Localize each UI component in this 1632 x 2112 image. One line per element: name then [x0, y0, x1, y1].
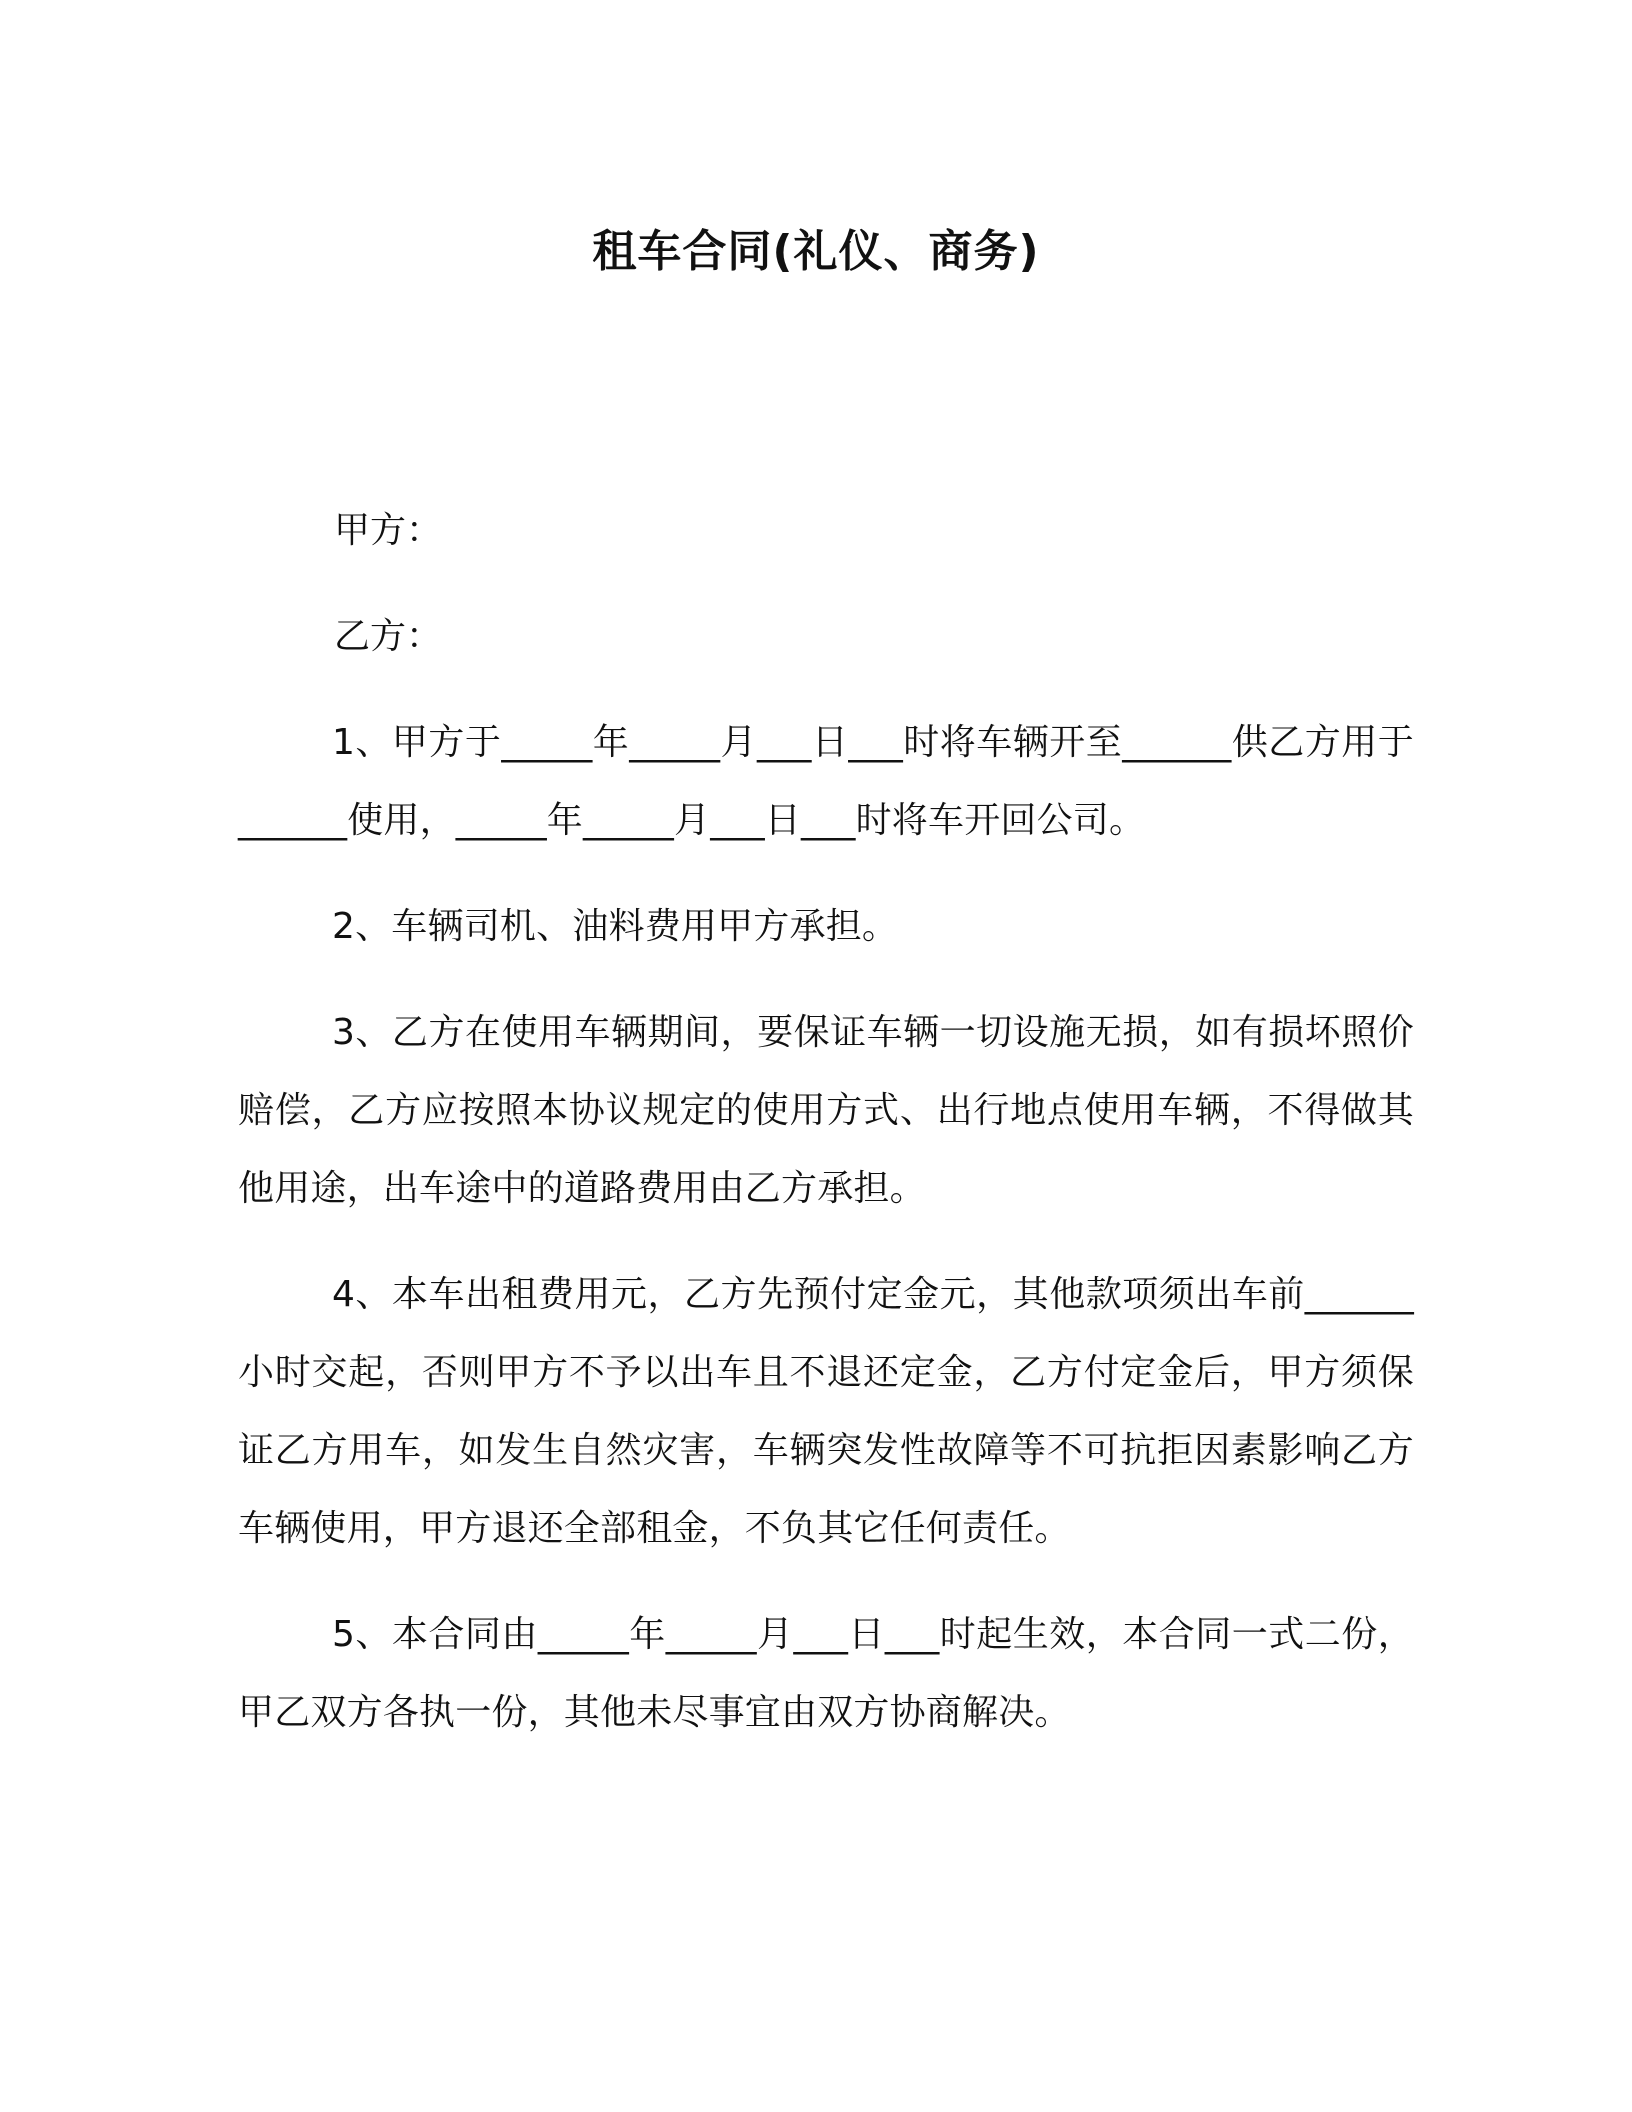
clause-2: 2、车辆司机、油料费用甲方承担。 [332, 906, 899, 947]
clause-5: 5、本合同由_____年_____月___日___时起生效，本合同一式二份，甲乙双方各执一份，其他未尽事宜由双方协商解决。 [238, 1614, 1414, 1733]
clause-4: 4、本车出租费用元，乙方先预付定金元，其他款项须出车前______小时交起，否则甲方不予以出车且不退还定金，乙方付定金后，甲方须保证乙方用车，如发生自然灾害，车辆突发性故障等不可抗拒因素影响乙方车辆使用，甲方退还全部租金，不负其它任何责任。 [238, 1274, 1414, 1549]
party-a-label: 甲方： [334, 510, 443, 551]
clause-1: 1、甲方于_____年_____月___日___时将车辆开至______供乙方用于______使用，_____年_____月___日___时将车开回公司。 [238, 722, 1414, 841]
contract-body [238, 492, 1414, 1780]
party-b-label: 乙方： [334, 616, 443, 657]
clause-3: 3、乙方在使用车辆期间，要保证车辆一切设施无损，如有损坏照价赔偿，乙方应按照本协议规定的使用方式、出行地点使用车辆，不得做其他用途，出车途中的道路费用由乙方承担。 [238, 1012, 1414, 1209]
document-title: 租车合同(礼仪、商务) [592, 226, 1040, 277]
